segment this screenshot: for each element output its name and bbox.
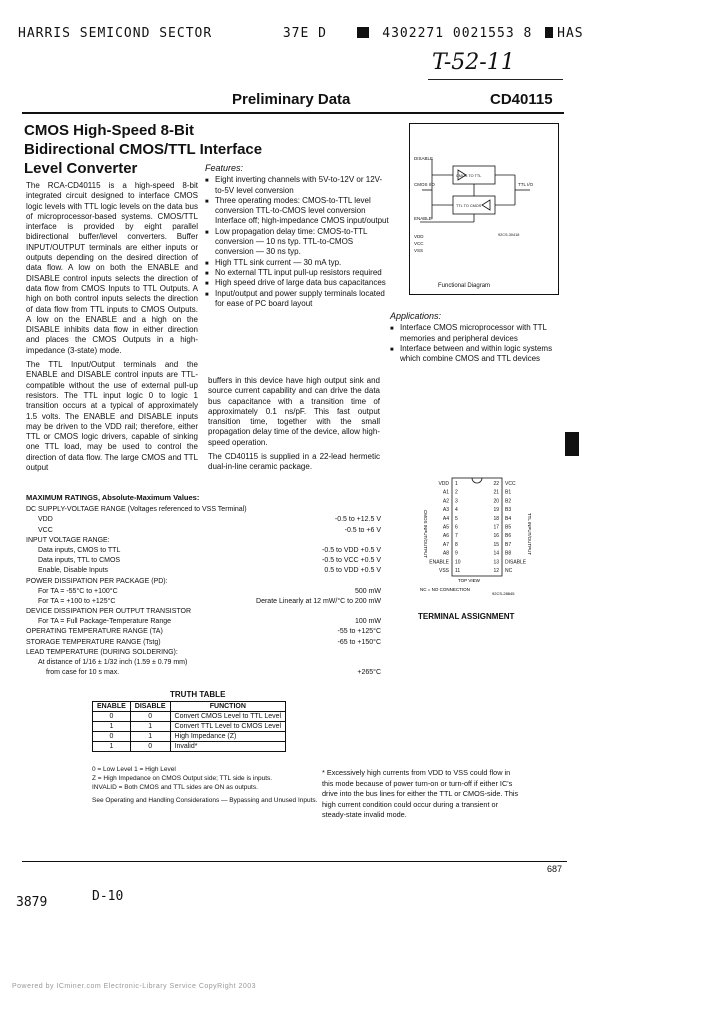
pin-label-right: NC [505,568,513,574]
fd-label-cmos-io: CMOS I/O [414,182,435,187]
table-row: 1 0 Invalid* [93,742,286,752]
company-name: HARRIS SEMICOND SECTOR [18,26,213,41]
pin-label-right: DISABLE [505,559,527,566]
feature-item: ■ Low propagation delay time: CMOS-to-TTL conversion — 10 ns typ. TTL-to-CMOS conversion — 30 ns typ. [205,227,390,258]
pin-number-right: 17 [493,524,499,531]
truth-header: ENABLE [93,702,131,712]
pin-label-left: A6 [442,533,449,540]
pin-label-left: VSS [438,568,449,574]
pin-number-right: 21 [493,489,499,496]
watermark-text: Powered by ICminer.com Electronic-Library Service CopyRight 2003 [12,983,257,990]
pin-label-left: A8 [442,550,449,557]
handwritten-underline [428,79,563,80]
rating-row: OPERATING TEMPERATURE RANGE (TA) -55 to +125°C [26,628,381,636]
application-item: ■ Interface CMOS microprocessor with TTL memories and peripheral devices [390,323,570,344]
pin1-notch-icon [472,478,482,483]
application-item: ■ Interface between and within logic systems which combine CMOS and TTL devices [390,344,570,365]
table-row: 0 0 Convert CMOS Level to TTL Level [93,712,286,722]
features-heading: Features: [205,163,244,173]
description-col2: buffers in this device have high output sink and source current capability and can drive the data bus capacitance with a transition time of approximately 0.1 ns/pF. This fast output transition time, together with the small propagation delay time of the device, allow high-speed operation. The CD40115 is supplied in a 22-lead hermetic dual-in-line ceramic package. [208,376,380,472]
nc-note: NC = NO CONNECTION [420,587,470,592]
rating-row: VCC -0.5 to +6 V [38,526,381,534]
pin-number-left: 4 [455,507,458,514]
fd-label-vcc: VCC [414,241,424,246]
maximum-ratings [26,493,381,678]
header-code-2: 4302271 0021553 8 [382,26,533,41]
product-title: CMOS High-Speed 8-Bit Bidirectional CMOS/TTL Interface Level Converter [24,122,263,177]
pin-label-left: VDD [438,481,449,487]
rating-row: INPUT VOLTAGE RANGE: [26,536,110,544]
barcode-block-icon [357,27,369,38]
truth-table [92,701,286,752]
fd-label-vss: VSS [414,248,424,253]
truth-header: DISABLE [130,702,170,712]
pin-label-right: B5 [505,524,512,531]
pin-number-right: 14 [493,550,499,557]
pin-label-right: B6 [505,533,512,540]
bottom-rule [22,861,567,862]
pinout-diagram-svg [418,474,538,624]
pin-label-left: A2 [442,498,449,505]
pin-number-right: 20 [493,498,499,505]
ttl-io-side-label: TTL INPUT/OUTPUT [527,512,532,556]
pin-label-left: A5 [442,524,449,531]
handwritten-ref: T-52-11 [432,50,515,75]
rating-row: Data inputs, CMOS to TTL -0.5 to VDD +0.5 V [38,546,381,554]
applications-heading: Applications: [390,311,442,321]
rating-row: from case for 10 s max. +265°C [46,669,381,677]
handwritten-footer-section: D-10 [92,889,124,904]
applications-section [390,311,570,364]
pin-label-left: ENABLE [429,559,449,566]
rating-row: STORAGE TEMPERATURE RANGE (Tstg) -65 to +150°C [26,638,381,646]
pin-number-left: 7 [455,533,458,540]
feature-item: ■ Input/output and power supply terminals located for ease of PC board layout [205,289,390,310]
fd-label-enable: ENABLE [414,216,432,221]
pin-number-right: 18 [493,515,499,522]
terminal-caption: TERMINAL ASSIGNMENT [418,612,515,621]
table-row: 0 1 High Impedance (Z) [93,732,286,742]
rating-row: DEVICE DISSIPATION PER OUTPUT TRANSISTOR [26,608,192,616]
fd-caption: Functional Diagram [438,283,491,289]
invalid-mode-footnote: * Excessively high currents from VDD to VSS could flow in this mode because of power turn-on or turn-off if either IC's drive into the bus lines for either the TTL or CMOS-side. This high current condition could occur during a transient or steady-state invalid mode. [322,768,519,819]
feature-item: ■ High speed drive of large data bus capacitances [205,278,390,288]
fd-label-disable: DISABLE [414,156,434,161]
rating-row: LEAD TEMPERATURE (DURING SOLDERING): [26,648,178,656]
handling-note: See Operating and Handling Considerations — Bypassing and Unused Inputs. [92,797,318,804]
feature-item: ■ High TTL sink current — 30 mA typ. [205,258,390,268]
buffer-triangle-icon [482,200,490,210]
pin-number-left: 10 [455,559,461,566]
rating-row: DC SUPPLY-VOLTAGE RANGE (Voltages referenced to VSS Terminal) [26,506,247,514]
ratings-heading: MAXIMUM RATINGS, Absolute-Maximum Values: [26,493,200,502]
scan-header [18,26,584,41]
barcode-block-icon [545,27,553,38]
fd-label-vdd: VDD [414,234,424,239]
rating-row: At distance of 1/16 ± 1/32 inch (1.59 ± 0.79 mm) [38,659,188,667]
feature-item: ■ Three operating modes: CMOS-to-TTL level conversion TTL-to-CMOS level conversion Interface off; high-impedance CMOS input/output [205,196,390,227]
pin-number-left: 3 [455,498,458,505]
top-view-label: TOP VIEW [458,578,480,583]
rating-row: VDD -0.5 to +12.5 V [38,516,381,524]
pin-number-right: 15 [493,541,499,548]
pin-label-right: B4 [505,515,512,522]
pin-number-right: 12 [493,568,499,574]
pin-number-left: 6 [455,524,458,531]
handwritten-footer-number: 3879 [16,895,48,910]
truth-header: FUNCTION [170,702,286,712]
pin-number-left: 9 [455,550,458,557]
pin-number-left: 5 [455,515,458,522]
truth-table-title: TRUTH TABLE [170,690,226,699]
terminal-assignment [418,474,538,624]
title-rule [22,112,564,114]
fd-label-ttl-io: TTL I/O [518,182,534,187]
pin-number-left: 11 [455,568,461,574]
pin-label-right: VCC [505,481,516,487]
header-code-1: 37E D [282,26,327,41]
preliminary-label: Preliminary Data [232,91,351,108]
pin-label-left: A4 [442,515,449,522]
part-number: CD40115 [490,91,553,108]
fd-ref: 92CS-30418 [498,233,520,237]
table-row: 1 1 Convert TTL Level to CMOS Level [93,722,286,732]
pin-number-right: 22 [493,481,499,487]
pin-label-left: A3 [442,507,449,514]
pin-number-left: 8 [455,541,458,548]
cmos-io-side-label: CMOS INPUT/OUTPUT [423,510,428,558]
pin-label-left: A7 [442,541,449,548]
functional-diagram-svg [410,124,558,294]
page-number: 687 [547,864,563,874]
pin-label-right: B2 [505,498,512,505]
features-section [205,163,390,309]
fd-block-a-label: CMOS TO TTL [456,174,482,178]
pin-label-right: B1 [505,489,512,496]
terminal-ref: 92CS-28845 [492,591,515,596]
pin-label-right: B3 [505,507,512,514]
fd-block-b-label: TTL TO CMOS [456,204,482,208]
functional-diagram [409,123,559,295]
description-col1: The RCA-CD40115 is a high-speed 8-bit integrated circuit designed to interface CMOS logic levels with TTL logic levels on the data bus of microprocessor-based systems. CMOS/TTL interface is provided by eight parallel bidirectional buffer/level converters. Buffer INPUT/OUTPUT terminals are either inputs or outputs depending on the desired direction of data flow. A low on both the ENABLE and DISABLE control inputs selects the direction of data flow from CMOS Inputs to TTL Outputs. A high on both control inputs selects the direction of data flow from TTL inputs to CMOS Outputs. A low on the ENABLE and a high on the DISABLE inhibits data flow in either direction and places the CMOS Outputs in a high-impedance (3-state) mode. The TTL Input/Output terminals and the ENABLE and DISABLE control inputs are TTL-compatible without the use of external pull-up resistors. The TTL input logic 0 to logic 1 transition occurs at a typical of approximately 1.5 volts. The ENABLE and DISABLE inputs may be driven to the VDD rail; therefore, either TTL or CMOS logic drivers, capable of sinking one TTL load, may be used to control the direction of data flow. The large CMOS and TTL output [26,181,198,473]
feature-item: ■ Eight inverting channels with 5V-to-12V or 12V-to-5V level conversion [205,175,390,196]
truth-table-legend: 0 = Low Level 1 = High Level Z = High Impedance on CMOS Output side; TTL side is inputs. INVALID = Both CMOS and TTL sides are ON as outputs. See Operating and Handling Considerations — Bypassing and Unused Inputs. [92,765,322,805]
rating-row: Data inputs, TTL to CMOS -0.5 to VCC +0.5 V [38,557,381,565]
pin-number-right: 19 [493,507,499,514]
pin-number-left: 2 [455,489,458,496]
edge-tab-marker [565,432,579,456]
pin-label-right: B8 [505,550,512,557]
pin-number-left: 1 [455,481,458,487]
header-code-3: HAS [557,26,584,41]
rating-row: Enable, Disable Inputs 0.5 to VDD +0.5 V [38,567,381,575]
rating-row: POWER DISSIPATION PER PACKAGE (PD): [26,577,168,585]
pin-number-right: 13 [493,559,499,566]
pin-label-right: B7 [505,541,512,548]
rating-row: For TA = -55°C to +100°C 500 mW [38,587,381,595]
rating-row: For TA = +100 to +125°C Derate Linearly at 12 mW/°C to 200 mW [38,597,381,605]
pin-label-left: A1 [442,489,449,496]
rating-row: For TA = Full Package-Temperature Range 100 mW [38,618,381,626]
pin-number-right: 16 [493,533,499,540]
feature-item: ■ No external TTL input pull-up resistors required [205,268,390,278]
